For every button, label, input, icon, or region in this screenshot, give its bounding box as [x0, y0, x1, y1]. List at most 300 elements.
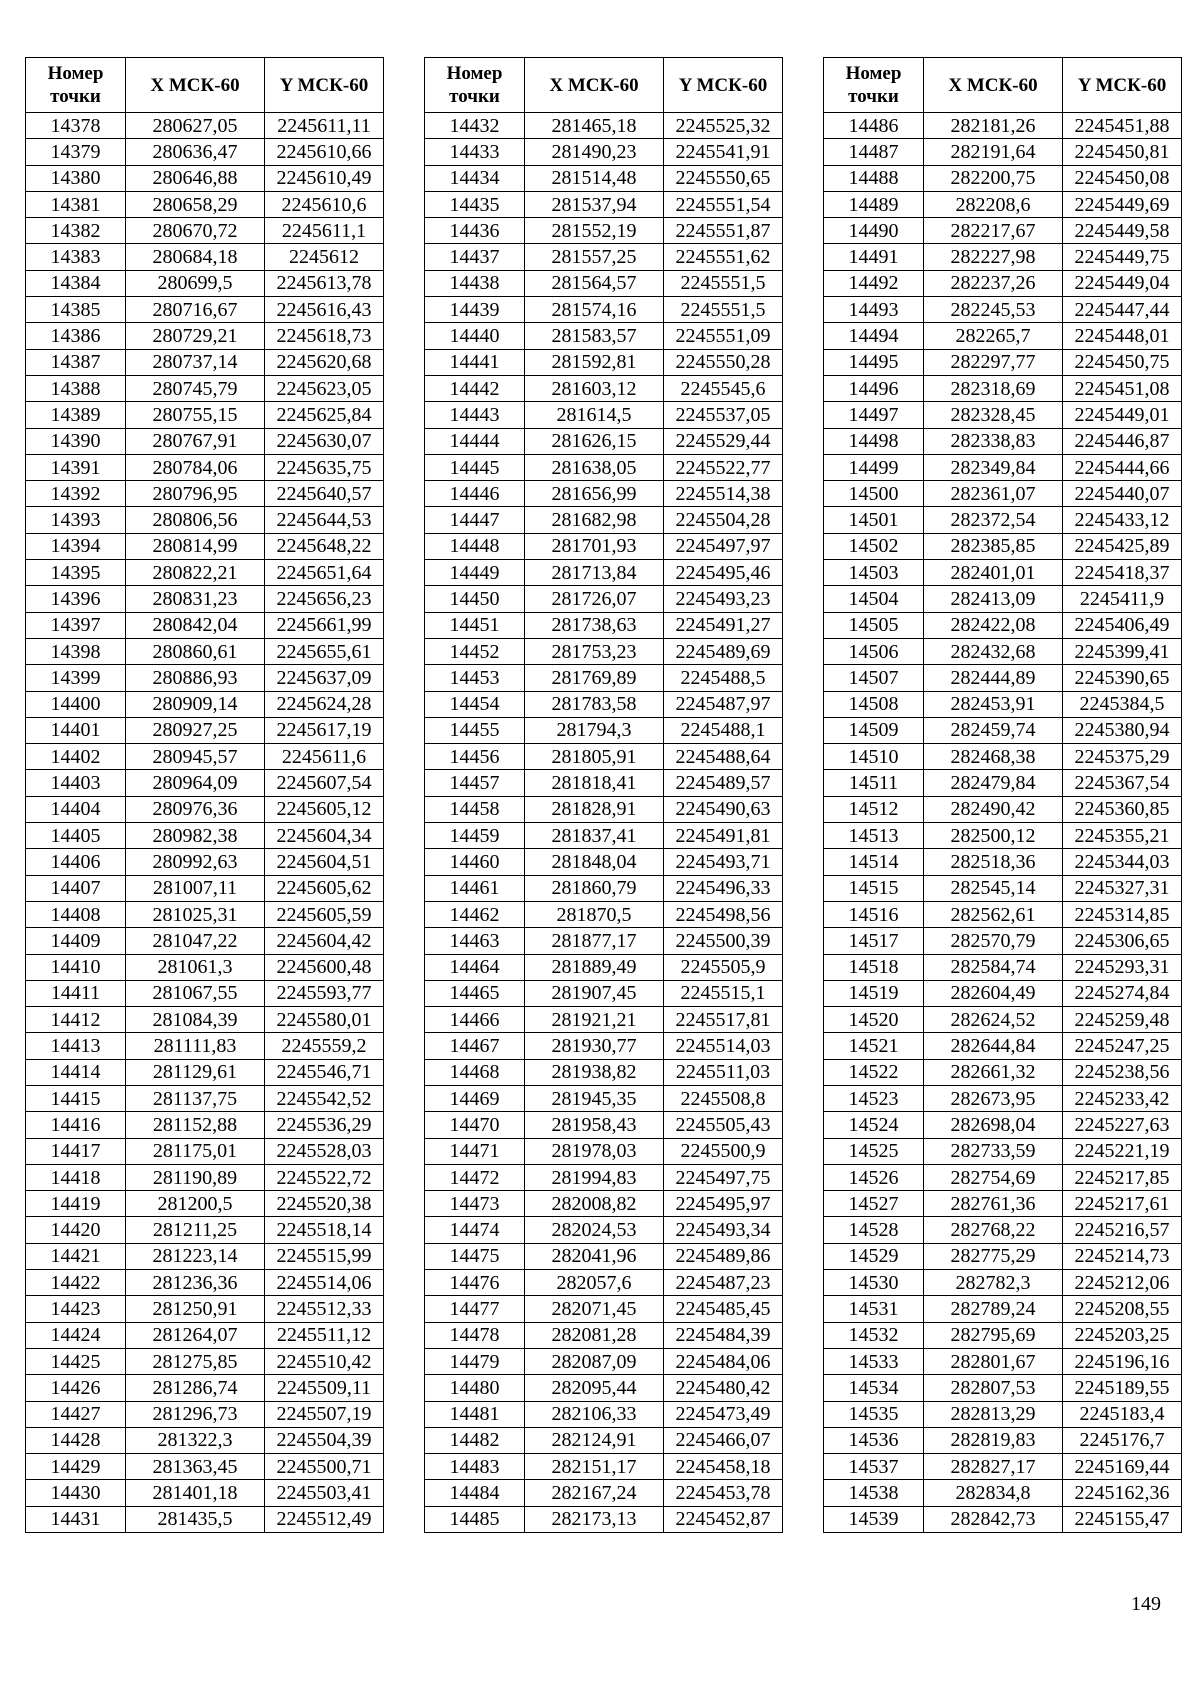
cell-x-coordinate: 282106,33 — [525, 1401, 664, 1427]
cell-point-number: 14437 — [425, 244, 525, 270]
cell-point-number: 14419 — [26, 1191, 126, 1217]
cell-x-coordinate: 282444,89 — [924, 665, 1063, 691]
table-row — [824, 270, 1182, 296]
cell-point-number: 14415 — [26, 1085, 126, 1111]
table-row — [824, 349, 1182, 375]
cell-point-number: 14470 — [425, 1112, 525, 1138]
cell-point-number: 14405 — [26, 823, 126, 849]
cell-x-coordinate: 282570,79 — [924, 928, 1063, 954]
cell-point-number: 14496 — [824, 375, 924, 401]
table-row — [26, 954, 384, 980]
table-row — [824, 139, 1182, 165]
table-row — [425, 744, 783, 770]
table-row — [824, 454, 1182, 480]
cell-point-number: 14410 — [26, 954, 126, 980]
table-row — [824, 375, 1182, 401]
cell-y-coordinate: 2245306,65 — [1063, 928, 1182, 954]
cell-point-number: 14520 — [824, 1007, 924, 1033]
cell-y-coordinate: 2245611,11 — [265, 113, 384, 139]
cell-y-coordinate: 2245648,22 — [265, 533, 384, 559]
table-row — [425, 1217, 783, 1243]
cell-point-number: 14532 — [824, 1322, 924, 1348]
header-point-number: Номер точки — [824, 58, 924, 113]
cell-x-coordinate: 280699,5 — [126, 270, 265, 296]
cell-y-coordinate: 2245451,88 — [1063, 113, 1182, 139]
cell-y-coordinate: 2245451,08 — [1063, 375, 1182, 401]
cell-point-number: 14510 — [824, 744, 924, 770]
cell-x-coordinate: 282349,84 — [924, 454, 1063, 480]
table-row — [26, 191, 384, 217]
cell-x-coordinate: 280831,23 — [126, 586, 265, 612]
cell-y-coordinate: 2245488,5 — [664, 665, 783, 691]
cell-y-coordinate: 2245489,57 — [664, 770, 783, 796]
cell-y-coordinate: 2245367,54 — [1063, 770, 1182, 796]
cell-y-coordinate: 2245644,53 — [265, 507, 384, 533]
cell-point-number: 14380 — [26, 165, 126, 191]
table-row — [425, 1322, 783, 1348]
cell-point-number: 14420 — [26, 1217, 126, 1243]
cell-y-coordinate: 2245510,42 — [265, 1348, 384, 1374]
table-row — [425, 165, 783, 191]
cell-x-coordinate: 281726,07 — [525, 586, 664, 612]
cell-point-number: 14490 — [824, 218, 924, 244]
table-row — [26, 402, 384, 428]
table-row — [824, 1138, 1182, 1164]
cell-x-coordinate: 282385,85 — [924, 533, 1063, 559]
cell-point-number: 14499 — [824, 454, 924, 480]
table-row — [824, 218, 1182, 244]
cell-y-coordinate: 2245490,63 — [664, 796, 783, 822]
cell-point-number: 14538 — [824, 1480, 924, 1506]
table-row — [824, 1033, 1182, 1059]
cell-x-coordinate: 282432,68 — [924, 638, 1063, 664]
table-row — [425, 1112, 783, 1138]
cell-x-coordinate: 282151,17 — [525, 1454, 664, 1480]
cell-point-number: 14461 — [425, 875, 525, 901]
cell-y-coordinate: 2245580,01 — [265, 1007, 384, 1033]
cell-x-coordinate: 282604,49 — [924, 980, 1063, 1006]
cell-x-coordinate: 280982,38 — [126, 823, 265, 849]
cell-point-number: 14433 — [425, 139, 525, 165]
cell-y-coordinate: 2245487,23 — [664, 1270, 783, 1296]
cell-point-number: 14439 — [425, 297, 525, 323]
table-row — [824, 1112, 1182, 1138]
cell-point-number: 14400 — [26, 691, 126, 717]
cell-x-coordinate: 281638,05 — [525, 454, 664, 480]
cell-y-coordinate: 2245514,38 — [664, 481, 783, 507]
cell-y-coordinate: 2245655,61 — [265, 638, 384, 664]
cell-x-coordinate: 280646,88 — [126, 165, 265, 191]
table-row — [26, 665, 384, 691]
cell-y-coordinate: 2245508,8 — [664, 1085, 783, 1111]
cell-point-number: 14504 — [824, 586, 924, 612]
cell-point-number: 14523 — [824, 1085, 924, 1111]
table-row — [425, 560, 783, 586]
cell-y-coordinate: 2245616,43 — [265, 297, 384, 323]
cell-point-number: 14478 — [425, 1322, 525, 1348]
cell-y-coordinate: 2245208,55 — [1063, 1296, 1182, 1322]
coordinate-table-1 — [25, 57, 384, 1533]
cell-y-coordinate: 2245484,39 — [664, 1322, 783, 1348]
cell-x-coordinate: 281067,55 — [126, 980, 265, 1006]
cell-x-coordinate: 280658,29 — [126, 191, 265, 217]
cell-x-coordinate: 282819,83 — [924, 1427, 1063, 1453]
cell-point-number: 14494 — [824, 323, 924, 349]
cell-point-number: 14436 — [425, 218, 525, 244]
cell-y-coordinate: 2245449,01 — [1063, 402, 1182, 428]
cell-y-coordinate: 2245559,2 — [265, 1033, 384, 1059]
cell-point-number: 14438 — [425, 270, 525, 296]
cell-point-number: 14431 — [26, 1506, 126, 1532]
cell-point-number: 14450 — [425, 586, 525, 612]
cell-x-coordinate: 282842,73 — [924, 1506, 1063, 1532]
cell-y-coordinate: 2245504,28 — [664, 507, 783, 533]
cell-x-coordinate: 282834,8 — [924, 1480, 1063, 1506]
cell-x-coordinate: 281250,91 — [126, 1296, 265, 1322]
table-row — [824, 1296, 1182, 1322]
table-row — [26, 375, 384, 401]
cell-point-number: 14435 — [425, 191, 525, 217]
cell-y-coordinate: 2245624,28 — [265, 691, 384, 717]
cell-y-coordinate: 2245216,57 — [1063, 1217, 1182, 1243]
cell-x-coordinate: 280806,56 — [126, 507, 265, 533]
table-row — [824, 1059, 1182, 1085]
table-row — [425, 113, 783, 139]
cell-y-coordinate: 2245630,07 — [265, 428, 384, 454]
header-y-coordinate: Y МСК-60 — [265, 58, 384, 113]
cell-x-coordinate: 281552,19 — [525, 218, 664, 244]
table-row — [26, 1270, 384, 1296]
cell-point-number: 14491 — [824, 244, 924, 270]
cell-x-coordinate: 282545,14 — [924, 875, 1063, 901]
cell-x-coordinate: 281945,35 — [525, 1085, 664, 1111]
cell-y-coordinate: 2245600,48 — [265, 954, 384, 980]
table-row — [26, 1059, 384, 1085]
table-row — [26, 1296, 384, 1322]
cell-y-coordinate: 2245505,9 — [664, 954, 783, 980]
cell-y-coordinate: 2245617,19 — [265, 717, 384, 743]
cell-point-number: 14416 — [26, 1112, 126, 1138]
table-row — [824, 744, 1182, 770]
cell-x-coordinate: 281296,73 — [126, 1401, 265, 1427]
cell-point-number: 14448 — [425, 533, 525, 559]
cell-point-number: 14486 — [824, 113, 924, 139]
table-row — [26, 1401, 384, 1427]
table-row — [824, 1401, 1182, 1427]
cell-point-number: 14468 — [425, 1059, 525, 1085]
cell-y-coordinate: 2245611,1 — [265, 218, 384, 244]
table-row — [26, 218, 384, 244]
cell-x-coordinate: 282087,09 — [525, 1348, 664, 1374]
cell-point-number: 14413 — [26, 1033, 126, 1059]
cell-x-coordinate: 282167,24 — [525, 1480, 664, 1506]
table-row — [824, 770, 1182, 796]
cell-point-number: 14379 — [26, 139, 126, 165]
cell-x-coordinate: 282095,44 — [525, 1375, 664, 1401]
table-row — [425, 270, 783, 296]
cell-x-coordinate: 281583,57 — [525, 323, 664, 349]
cell-point-number: 14403 — [26, 770, 126, 796]
table-row — [26, 481, 384, 507]
table-row — [824, 402, 1182, 428]
cell-y-coordinate: 2245520,38 — [265, 1191, 384, 1217]
cell-point-number: 14457 — [425, 770, 525, 796]
cell-x-coordinate: 281211,25 — [126, 1217, 265, 1243]
cell-y-coordinate: 2245618,73 — [265, 323, 384, 349]
cell-y-coordinate: 2245344,03 — [1063, 849, 1182, 875]
cell-x-coordinate: 280737,14 — [126, 349, 265, 375]
cell-point-number: 14471 — [425, 1138, 525, 1164]
cell-y-coordinate: 2245433,12 — [1063, 507, 1182, 533]
cell-x-coordinate: 282081,28 — [525, 1322, 664, 1348]
cell-y-coordinate: 2245217,85 — [1063, 1164, 1182, 1190]
cell-y-coordinate: 2245458,18 — [664, 1454, 783, 1480]
table-row — [425, 323, 783, 349]
cell-x-coordinate: 282490,42 — [924, 796, 1063, 822]
cell-point-number: 14505 — [824, 612, 924, 638]
cell-x-coordinate: 281738,63 — [525, 612, 664, 638]
cell-point-number: 14509 — [824, 717, 924, 743]
cell-y-coordinate: 2245406,49 — [1063, 612, 1182, 638]
table-row — [26, 165, 384, 191]
cell-y-coordinate: 2245293,31 — [1063, 954, 1182, 980]
cell-x-coordinate: 281805,91 — [525, 744, 664, 770]
cell-point-number: 14529 — [824, 1243, 924, 1269]
cell-point-number: 14397 — [26, 612, 126, 638]
cell-y-coordinate: 2245522,72 — [265, 1164, 384, 1190]
cell-x-coordinate: 282124,91 — [525, 1427, 664, 1453]
cell-point-number: 14522 — [824, 1059, 924, 1085]
cell-y-coordinate: 2245509,11 — [265, 1375, 384, 1401]
cell-x-coordinate: 282173,13 — [525, 1506, 664, 1532]
cell-x-coordinate: 281603,12 — [525, 375, 664, 401]
cell-x-coordinate: 282237,26 — [924, 270, 1063, 296]
table-row — [824, 823, 1182, 849]
cell-y-coordinate: 2245518,14 — [265, 1217, 384, 1243]
cell-x-coordinate: 281047,22 — [126, 928, 265, 954]
cell-y-coordinate: 2245551,62 — [664, 244, 783, 270]
table-row — [425, 1164, 783, 1190]
header-point-number: Номер точки — [425, 58, 525, 113]
cell-x-coordinate: 281137,75 — [126, 1085, 265, 1111]
table-row — [824, 1480, 1182, 1506]
table-row — [425, 139, 783, 165]
table-row — [824, 1322, 1182, 1348]
cell-x-coordinate: 282071,45 — [525, 1296, 664, 1322]
table-row — [26, 113, 384, 139]
cell-y-coordinate: 2245604,51 — [265, 849, 384, 875]
table-row — [824, 560, 1182, 586]
cell-x-coordinate: 280945,57 — [126, 744, 265, 770]
table-row — [824, 691, 1182, 717]
table-row — [824, 717, 1182, 743]
cell-y-coordinate: 2245214,73 — [1063, 1243, 1182, 1269]
cell-point-number: 14424 — [26, 1322, 126, 1348]
table-row — [425, 1085, 783, 1111]
cell-point-number: 14524 — [824, 1112, 924, 1138]
cell-y-coordinate: 2245551,09 — [664, 323, 783, 349]
cell-x-coordinate: 281175,01 — [126, 1138, 265, 1164]
cell-point-number: 14407 — [26, 875, 126, 901]
cell-x-coordinate: 282584,74 — [924, 954, 1063, 980]
table-row — [26, 1480, 384, 1506]
cell-point-number: 14511 — [824, 770, 924, 796]
table-row — [824, 928, 1182, 954]
cell-x-coordinate: 280767,91 — [126, 428, 265, 454]
table-row — [824, 1243, 1182, 1269]
cell-y-coordinate: 2245493,71 — [664, 849, 783, 875]
table-row — [26, 612, 384, 638]
cell-y-coordinate: 2245507,19 — [265, 1401, 384, 1427]
table-row — [425, 1375, 783, 1401]
cell-x-coordinate: 281061,3 — [126, 954, 265, 980]
cell-x-coordinate: 280716,67 — [126, 297, 265, 323]
page-number: 149 — [1131, 1593, 1161, 1615]
table-header-row — [425, 58, 783, 113]
cell-x-coordinate: 282754,69 — [924, 1164, 1063, 1190]
table-row — [824, 191, 1182, 217]
table-row — [26, 1033, 384, 1059]
cell-x-coordinate: 281614,5 — [525, 402, 664, 428]
cell-point-number: 14530 — [824, 1270, 924, 1296]
cell-point-number: 14398 — [26, 638, 126, 664]
cell-y-coordinate: 2245411,9 — [1063, 586, 1182, 612]
table-row — [425, 586, 783, 612]
table-row — [26, 796, 384, 822]
cell-x-coordinate: 281084,39 — [126, 1007, 265, 1033]
cell-y-coordinate: 2245176,7 — [1063, 1427, 1182, 1453]
cell-x-coordinate: 280796,95 — [126, 481, 265, 507]
cell-point-number: 14485 — [425, 1506, 525, 1532]
cell-x-coordinate: 281223,14 — [126, 1243, 265, 1269]
cell-point-number: 14412 — [26, 1007, 126, 1033]
cell-point-number: 14495 — [824, 349, 924, 375]
cell-x-coordinate: 282827,17 — [924, 1454, 1063, 1480]
cell-point-number: 14401 — [26, 717, 126, 743]
cell-y-coordinate: 2245620,68 — [265, 349, 384, 375]
table-row — [425, 1007, 783, 1033]
table-row — [26, 770, 384, 796]
table-row — [824, 954, 1182, 980]
header-point-number: Номер точки — [26, 58, 126, 113]
cell-point-number: 14507 — [824, 665, 924, 691]
cell-point-number: 14453 — [425, 665, 525, 691]
cell-y-coordinate: 2245314,85 — [1063, 901, 1182, 927]
cell-point-number: 14462 — [425, 901, 525, 927]
cell-point-number: 14449 — [425, 560, 525, 586]
cell-y-coordinate: 2245399,41 — [1063, 638, 1182, 664]
cell-y-coordinate: 2245610,49 — [265, 165, 384, 191]
cell-point-number: 14402 — [26, 744, 126, 770]
table-row — [425, 717, 783, 743]
table-row — [425, 901, 783, 927]
table-row — [425, 1033, 783, 1059]
cell-y-coordinate: 2245183,4 — [1063, 1401, 1182, 1427]
table-row — [824, 165, 1182, 191]
cell-point-number: 14446 — [425, 481, 525, 507]
cell-y-coordinate: 2245449,69 — [1063, 191, 1182, 217]
cell-point-number: 14536 — [824, 1427, 924, 1453]
cell-x-coordinate: 281907,45 — [525, 980, 664, 1006]
table-row — [425, 375, 783, 401]
table-row — [26, 928, 384, 954]
cell-y-coordinate: 2245623,05 — [265, 375, 384, 401]
cell-x-coordinate: 281401,18 — [126, 1480, 265, 1506]
cell-x-coordinate: 282518,36 — [924, 849, 1063, 875]
cell-x-coordinate: 282813,29 — [924, 1401, 1063, 1427]
cell-y-coordinate: 2245390,65 — [1063, 665, 1182, 691]
cell-x-coordinate: 282265,7 — [924, 323, 1063, 349]
cell-x-coordinate: 282057,6 — [525, 1270, 664, 1296]
table-row — [824, 901, 1182, 927]
cell-y-coordinate: 2245661,99 — [265, 612, 384, 638]
table-row — [824, 1427, 1182, 1453]
cell-y-coordinate: 2245189,55 — [1063, 1375, 1182, 1401]
cell-point-number: 14447 — [425, 507, 525, 533]
cell-x-coordinate: 281656,99 — [525, 481, 664, 507]
table-row — [425, 1427, 783, 1453]
cell-x-coordinate: 282191,64 — [924, 139, 1063, 165]
cell-point-number: 14479 — [425, 1348, 525, 1374]
cell-point-number: 14426 — [26, 1375, 126, 1401]
cell-point-number: 14441 — [425, 349, 525, 375]
cell-point-number: 14534 — [824, 1375, 924, 1401]
cell-x-coordinate: 281537,94 — [525, 191, 664, 217]
cell-x-coordinate: 280627,05 — [126, 113, 265, 139]
cell-x-coordinate: 281701,93 — [525, 533, 664, 559]
table-row — [425, 1243, 783, 1269]
cell-x-coordinate: 282372,54 — [924, 507, 1063, 533]
cell-x-coordinate: 280842,04 — [126, 612, 265, 638]
cell-point-number: 14399 — [26, 665, 126, 691]
cell-point-number: 14515 — [824, 875, 924, 901]
cell-y-coordinate: 2245489,86 — [664, 1243, 783, 1269]
cell-x-coordinate: 282024,53 — [525, 1217, 664, 1243]
cell-y-coordinate: 2245495,46 — [664, 560, 783, 586]
cell-point-number: 14427 — [26, 1401, 126, 1427]
table-row — [425, 297, 783, 323]
header-y-coordinate: Y МСК-60 — [1063, 58, 1182, 113]
cell-point-number: 14502 — [824, 533, 924, 559]
table-row — [26, 1138, 384, 1164]
cell-x-coordinate: 282761,36 — [924, 1191, 1063, 1217]
cell-point-number: 14392 — [26, 481, 126, 507]
cell-y-coordinate: 2245496,33 — [664, 875, 783, 901]
cell-point-number: 14451 — [425, 612, 525, 638]
cell-x-coordinate: 281363,45 — [126, 1454, 265, 1480]
table-row — [425, 691, 783, 717]
cell-point-number: 14518 — [824, 954, 924, 980]
cell-y-coordinate: 2245514,03 — [664, 1033, 783, 1059]
table-row — [824, 113, 1182, 139]
table-row — [425, 454, 783, 480]
cell-x-coordinate: 281828,91 — [525, 796, 664, 822]
cell-y-coordinate: 2245500,9 — [664, 1138, 783, 1164]
cell-y-coordinate: 2245495,97 — [664, 1191, 783, 1217]
cell-x-coordinate: 282500,12 — [924, 823, 1063, 849]
cell-x-coordinate: 281111,83 — [126, 1033, 265, 1059]
cell-point-number: 14423 — [26, 1296, 126, 1322]
cell-y-coordinate: 2245274,84 — [1063, 980, 1182, 1006]
cell-x-coordinate: 282361,07 — [924, 481, 1063, 507]
cell-y-coordinate: 2245355,21 — [1063, 823, 1182, 849]
cell-point-number: 14531 — [824, 1296, 924, 1322]
cell-point-number: 14484 — [425, 1480, 525, 1506]
cell-y-coordinate: 2245612 — [265, 244, 384, 270]
table-row — [425, 428, 783, 454]
cell-point-number: 14482 — [425, 1427, 525, 1453]
cell-x-coordinate: 281190,89 — [126, 1164, 265, 1190]
